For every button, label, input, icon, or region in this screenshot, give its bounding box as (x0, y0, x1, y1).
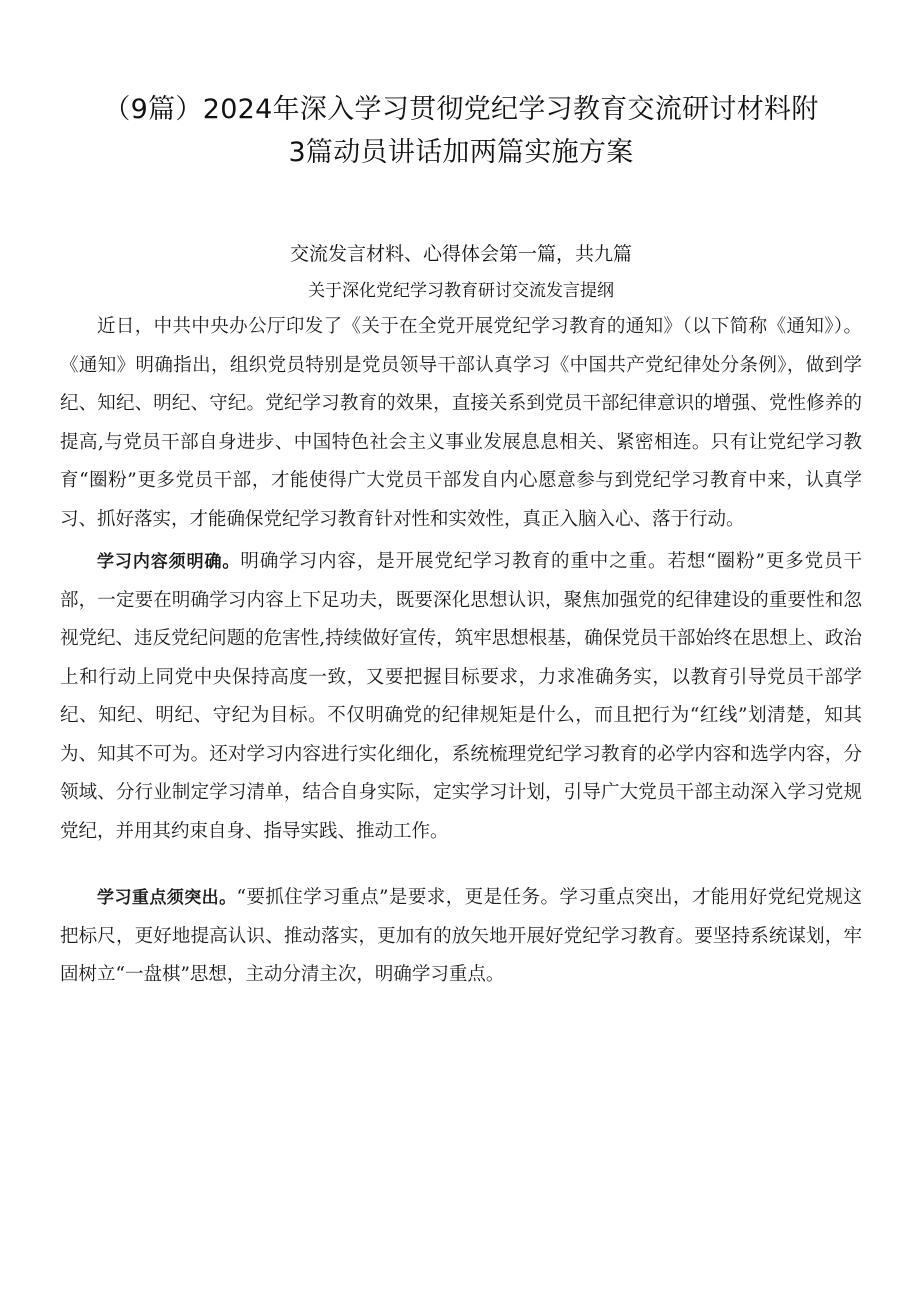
paragraph-lead: 学习重点须突出。 (97, 888, 237, 908)
paragraph-text: 明确学习内容，是开展党纪学习教育的重中之重。若想“圈粉”更多党员干部，一定要在明确学习内容上下足功夫，既要深化思想认识，聚焦加强党的纪律建设的重要性和忽视党纪、违反党纪问题的危害性,持续做好宣传，筑牢思想根基，确保党员干部始终在思想上、政治上和行动上同党中央保持高度一致，又要把握目标要求，力求准确务实，以教育引导党员干部学纪、知纪、明纪、守纪为目标。不仅明确党的纪律规矩是什么，而且把行为“红线”划清楚，知其为、知其不可为。还对学习内容进行实化细化，系统梳理党纪学习教育的必学内容和选学内容，分领域、分行业制定学习清单，结合自身实际，定实学习计划，引导广大党员干部主动深入学习党规党纪，并用其约束自身、指导实践、推动工作。 (60, 551, 863, 842)
document-title: （9篇）2024年深入学习贯彻党纪学习教育交流研讨材料附3篇动员讲话加两篇实施方案 (103, 94, 819, 168)
paragraph-text: “要抓住学习重点”是要求，更是任务。学习重点突出，才能用好党纪党规这把标尺，更好地提高认识、推动落实，更加有的放矢地开展好党纪学习教育。要坚持系统谋划，牢固树立“一盘棋”思想，主动分清主次，明确学习重点。 (60, 887, 863, 985)
paragraph-lead: 学习内容须明确。 (97, 552, 241, 572)
paragraph-intro (60, 308, 862, 539)
paragraph-text: 近日，中共中央办公厅印发了《关于在全党开展党纪学习教育的通知》（以下简称《通知》）。《通知》明确指出，组织党员特别是党员领导干部认真学习《中国共产党纪律处分条例》，做到学纪、知纪、明纪、守纪。党纪学习教育的效果，直接关系到党员干部纪律意识的增强、党性修养的提高,与党员干部自身进步、中国特色社会主义事业发展息息相关、紧密相连。只有让党纪学习教育“圈粉”更多党员干部，才能使得广大党员干部发自内心愿意参与到党纪学习教育中来，认真学习、抓好落实，才能确保党纪学习教育针对性和实效性，真正入脑入心、落于行动。 (60, 316, 862, 530)
paragraph-learning-content (60, 543, 862, 851)
paragraph-learning-focus (60, 879, 862, 995)
sub-title: 关于深化党纪学习教育研讨交流发言提纲 (308, 281, 614, 301)
section-title: 交流发言材料、心得体会第一篇，共九篇 (289, 243, 632, 265)
